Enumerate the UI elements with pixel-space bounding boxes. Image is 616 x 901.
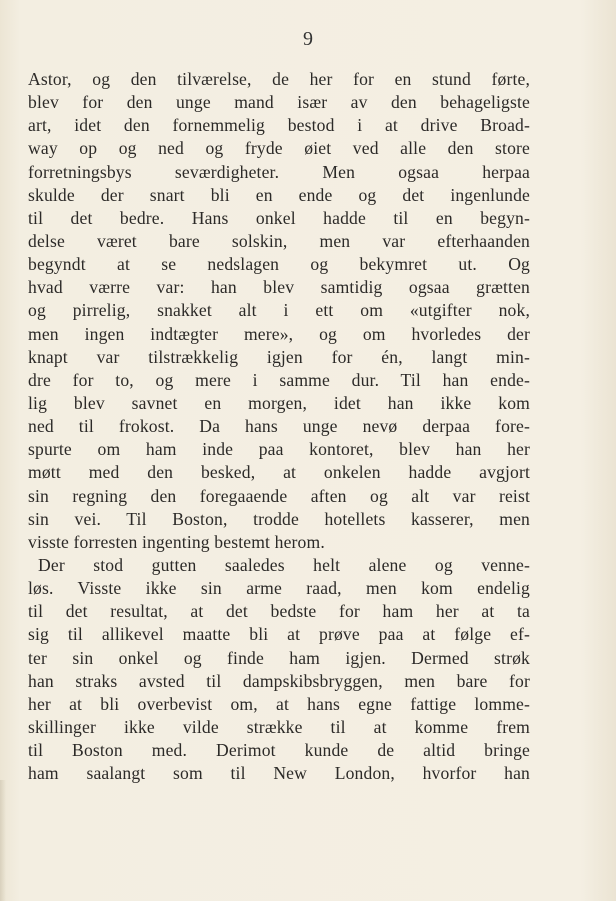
text-line: Der stod gutten saaledes helt alene og venne-: [38, 554, 530, 575]
text-line: sig til allikevel maatte bli at prøve paa at følge ef-: [28, 624, 530, 645]
body-text: [28, 68, 530, 785]
text-line: Astor, og den tilværelse, de her for en stund førte,: [28, 69, 530, 89]
text-line: visste forresten ingenting bestemt herom.: [28, 531, 325, 552]
binding-edge-shadow: [0, 780, 6, 901]
text-line: møtt med den besked, at onkelen hadde avgjort: [28, 462, 530, 483]
text-line: knapt var tilstrækkelig igjen for én, langt min-: [28, 346, 530, 367]
text-line: løs. Visste ikke sin arme raad, men kom endelig: [28, 578, 530, 599]
text-line: blev for den unge mand især av den behageligste: [28, 92, 530, 113]
text-line: her at bli overbevist om, at hans egne fattige lomme-: [28, 693, 530, 714]
page-number: 9: [303, 28, 313, 50]
text-line: skillinger ikke vilde strække til at komme frem: [28, 716, 530, 737]
text-line: way op og ned og fryde øiet ved alle den store: [28, 138, 530, 159]
text-line: skulde der snart bli en ende og det ingenlunde: [28, 184, 530, 205]
text-line: sin regning den foregaaende aften og alt var reist: [28, 485, 530, 506]
text-line: begyndt at se nedslagen og bekymret ut. Og: [28, 254, 530, 275]
text-line: ham saalangt som til New London, hvorfor han: [28, 763, 530, 784]
text-line: ter sin onkel og finde ham igjen. Dermed strøk: [28, 647, 530, 668]
text-line: han straks avsted til dampskibsbryggen, men bare for: [28, 670, 530, 691]
text-line: hvad værre var: han blev samtidig ogsaa grætten: [28, 277, 530, 298]
text-line: men ingen indtægter mere», og om hvorledes der: [28, 323, 530, 344]
text-line: sin vei. Til Boston, trodde hotellets kasserer, men: [28, 508, 530, 529]
text-line: spurte om ham inde paa kontoret, blev han her: [28, 439, 530, 460]
text-line: art, idet den fornemmelig bestod i at drive Broad-: [28, 115, 530, 136]
text-line: forretningsbys seværdigheter. Men ogsaa herpaa: [28, 161, 530, 182]
text-line: dre for to, og mere i samme dur. Til han ende-: [28, 369, 530, 390]
text-line: til det resultat, at det bedste for ham her at ta: [28, 601, 530, 622]
text-line: ned til frokost. Da hans unge nevø derpaa fore-: [28, 416, 530, 437]
text-line: lig blev savnet en morgen, idet han ikke kom: [28, 392, 530, 413]
text-line: delse været bare solskin, men var efterhaanden: [28, 230, 530, 251]
text-line: til Boston med. Derimot kunde de altid bringe: [28, 740, 530, 761]
text-line: til det bedre. Hans onkel hadde til en begyn-: [28, 207, 530, 228]
text-line: og pirrelig, snakket alt i ett om «utgifter nok,: [28, 300, 530, 321]
